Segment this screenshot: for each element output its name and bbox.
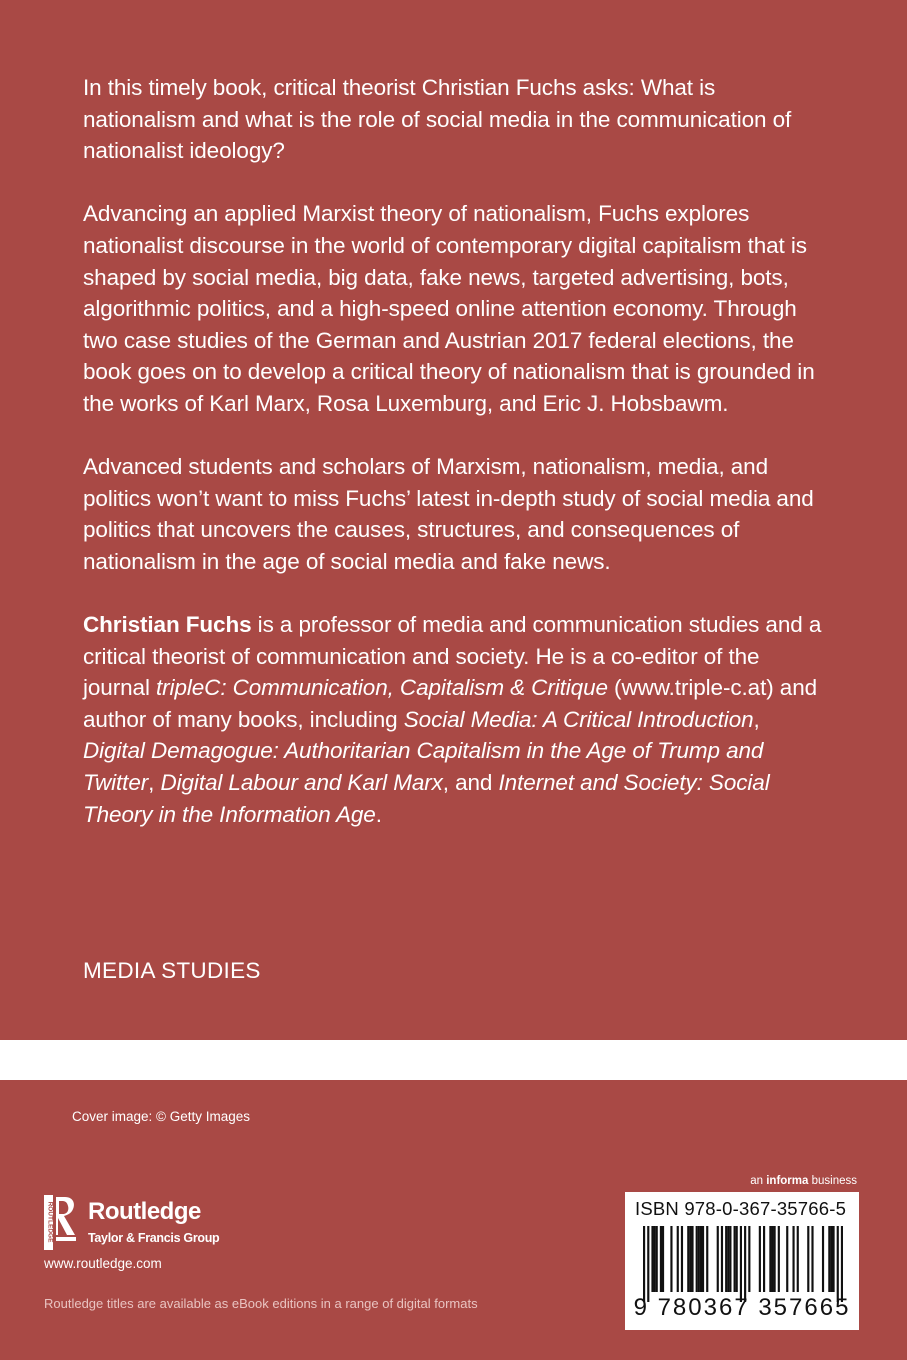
barcode-bar <box>744 1226 746 1302</box>
book-title: Digital Demagogue: Authoritarian Capitalism in the Age of Trump and Twitter <box>83 738 764 796</box>
book-title: Social Media: A Critical Introduction <box>403 706 754 732</box>
barcode-bar <box>691 1226 693 1292</box>
barcode-bar <box>759 1226 761 1292</box>
barcode-bar <box>696 1226 698 1292</box>
barcode <box>643 1226 843 1302</box>
isbn-label: ISBN 978-0-367-35766-5 <box>635 1198 847 1219</box>
barcode-bar <box>700 1226 702 1292</box>
barcode-bar <box>654 1226 656 1292</box>
blurb-paragraph-3: Advanced students and scholars of Marxism, nationalism, media, and politics won’t want to miss Fuchs’ latest in-depth study of social media and politics that uncovers the causes, structures, and consequences of nationalism in the age of social media and fake news. <box>83 454 814 574</box>
barcode-bar <box>706 1226 708 1292</box>
barcode-bar <box>660 1226 662 1292</box>
barcode-bar <box>643 1226 645 1302</box>
barcode-bar <box>774 1226 776 1292</box>
back-cover-blurb <box>83 72 823 862</box>
isbn-barcode-panel <box>625 1192 859 1330</box>
author-bio-text: is a professor of media and communication studies and a critical theorist of communication and society. He is a co-editor of the journal <box>83 612 822 701</box>
barcode-bar <box>771 1226 773 1292</box>
barcode-bar <box>702 1226 704 1292</box>
barcode-bar <box>769 1226 771 1292</box>
barcode-bar <box>841 1226 843 1302</box>
logo-vertical-text: ROUTLEDGE <box>46 1201 54 1243</box>
routledge-logo-icon <box>44 1195 76 1250</box>
barcode-bar <box>651 1226 653 1292</box>
informa-suffix: business <box>808 1175 857 1187</box>
publisher-logo <box>44 1195 244 1255</box>
barcode-bar <box>786 1226 788 1292</box>
barcode-bar <box>740 1226 742 1302</box>
barcode-digits: 9 780367 357665 <box>633 1294 851 1321</box>
blurb-paragraph-1: In this timely book, critical theorist Christian Fuchs asks: What is nationalism and what is the role of social media in the communication of nationalist ideology? <box>83 75 792 164</box>
divider-band <box>0 1040 907 1080</box>
book-title: Digital Labour and Karl Marx <box>160 770 443 796</box>
barcode-bar <box>828 1226 830 1292</box>
barcode-bar <box>717 1226 719 1292</box>
separator: . <box>375 801 382 827</box>
publisher-website: www.routledge.com <box>44 1256 162 1271</box>
barcode-bar <box>811 1226 813 1292</box>
barcode-bar <box>748 1226 750 1292</box>
barcode-bar <box>677 1226 679 1292</box>
blurb-paragraph-2: Advancing an applied Marxist theory of nationalism, Fuchs explores nationalist discourse in the world of contemporary digital capitalism that is shaped by social media, big data, fake news, targeted advertising, bots, algorithmic politics, and a high-speed online attention economy. Through two case studies of the German and Austrian 2017 federal elections, the book goes on to develop a critical theory of nationalism that is grounded in the works of Karl Marx, Rosa Luxemburg, and Eric J. Hobsbawm. <box>83 201 815 416</box>
barcode-bar <box>822 1226 824 1292</box>
barcode-bar <box>656 1226 658 1292</box>
informa-business-label <box>750 1175 857 1187</box>
publisher-group: Taylor & Francis Group <box>88 1231 220 1245</box>
publisher-name: Routledge <box>88 1198 201 1225</box>
barcode-bar <box>830 1226 832 1292</box>
cover-image-credit: Cover image: © Getty Images <box>72 1109 251 1124</box>
barcode-bar <box>647 1226 649 1302</box>
barcode-bar <box>687 1226 689 1292</box>
barcode-bar <box>729 1226 731 1292</box>
barcode-bar <box>778 1226 780 1292</box>
barcode-bar <box>689 1226 691 1292</box>
author-bio <box>83 609 823 830</box>
subject-category: MEDIA STUDIES <box>83 958 261 983</box>
author-name: Christian Fuchs <box>83 612 252 638</box>
book-title: Internet and Society: Social Theory in the Information Age <box>83 770 770 827</box>
informa-brand: informa <box>766 1175 809 1187</box>
barcode-bar <box>698 1226 700 1292</box>
author-bio-text: (www.triple-c.at) and author of many books, including <box>83 675 818 732</box>
ebook-note: Routledge titles are available as eBook editions in a range of digital formats <box>44 1296 478 1311</box>
barcode-bar <box>681 1226 683 1292</box>
barcode-bar <box>727 1226 729 1292</box>
separator: , and <box>442 770 499 796</box>
barcode-bar <box>734 1226 736 1292</box>
barcode-bar <box>670 1226 672 1292</box>
barcode-bar <box>763 1226 765 1292</box>
informa-prefix: an <box>750 1175 767 1187</box>
barcode-bar <box>662 1226 664 1292</box>
barcode-bar <box>792 1226 794 1292</box>
journal-title: tripleC: Communication, Capitalism & Critique <box>156 675 608 701</box>
barcode-bar <box>837 1226 839 1302</box>
barcode-bar <box>721 1226 723 1292</box>
separator: , <box>753 706 760 732</box>
barcode-bar <box>832 1226 834 1292</box>
barcode-bar <box>725 1226 727 1292</box>
separator: , <box>148 770 161 796</box>
barcode-bar <box>797 1226 799 1292</box>
barcode-bar <box>736 1226 738 1292</box>
barcode-bar <box>807 1226 809 1292</box>
